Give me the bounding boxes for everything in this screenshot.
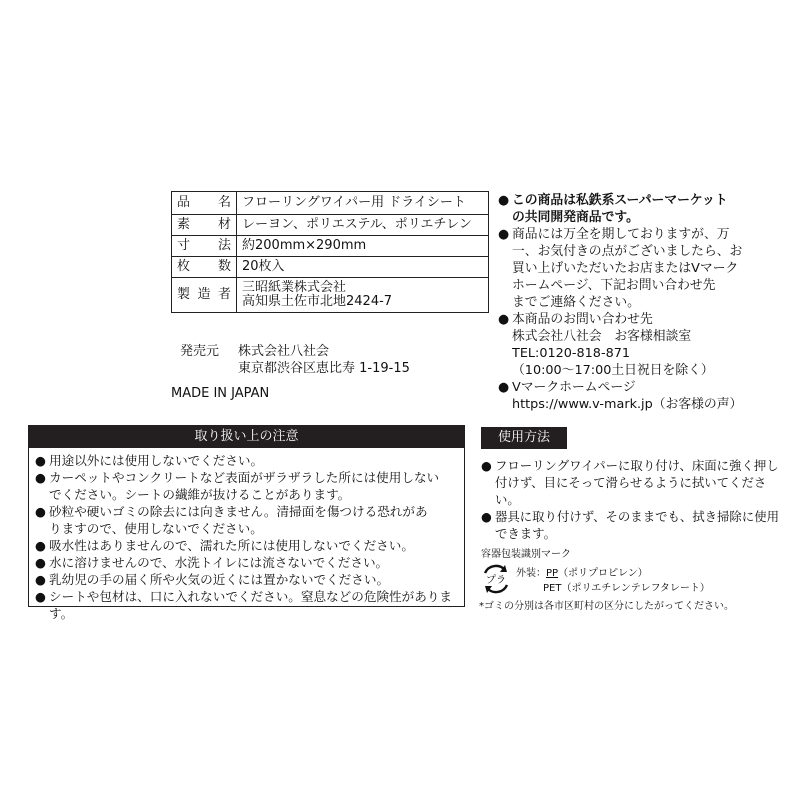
list-item: ● 吸水性はありませんので、濡れた所には使用しないでください。 xyxy=(35,538,414,553)
spec-label: 品名 xyxy=(172,192,237,215)
recycle-footnote: *ゴミの分別は各市区町村の区分にしたがってください。 xyxy=(479,601,734,612)
spec-value xyxy=(237,278,489,313)
caution-box xyxy=(28,425,465,621)
plastic-recycle-icon xyxy=(479,562,513,596)
seller-address: 東京都渋谷区恵比寿 1-19-15 xyxy=(238,361,410,376)
usage-title: 使用方法 xyxy=(481,427,567,449)
recycle-outer-line: 外装：PP（ポリプロピレン） xyxy=(516,568,648,579)
bullet-icon: ● xyxy=(498,227,510,242)
spec-label: 製造者 xyxy=(172,278,237,313)
list-item: ● 用途以外には使用しないでください。 xyxy=(35,453,264,468)
list-item: ● 乳幼児の手の届く所や火気の近くには置かないでください。 xyxy=(35,572,390,587)
bullet-icon: ● xyxy=(35,572,46,587)
spec-row xyxy=(172,257,489,278)
notes-block xyxy=(498,192,788,413)
usage-list xyxy=(481,457,781,542)
seller-block xyxy=(180,343,410,377)
spec-value: 約200mm×290mm xyxy=(237,236,489,257)
bullet-icon: ● xyxy=(35,538,46,553)
list-item: ● フローリングワイパーに取り付け、床面に強く押し 付けず、目にそって滑らせるように拭いてください。 xyxy=(481,458,779,507)
list-item: ● Vマークホームページ https://www.v-mark.jp（お客様の声） xyxy=(498,379,788,413)
made-in-label: MADE IN JAPAN xyxy=(171,386,270,401)
bullet-icon: ● xyxy=(35,589,46,604)
spec-row xyxy=(172,215,489,236)
spec-row xyxy=(172,236,489,257)
spec-row xyxy=(172,278,489,313)
caution-title: 取り扱い上の注意 xyxy=(29,426,464,448)
list-item: ● カーペットやコンクリートなど表面がザラザラした所には使用しない でください。シートの繊維が抜けることがあります。 xyxy=(35,470,440,502)
bullet-icon: ● xyxy=(498,193,510,208)
spec-label: 寸法 xyxy=(172,236,237,257)
list-item: ● シートや包材は、口に入れないでください。窒息などの危険性があります。 xyxy=(35,589,452,621)
bullet-icon: ● xyxy=(498,380,510,395)
bullet-icon: ● xyxy=(35,555,46,570)
spec-table xyxy=(171,191,489,313)
bullet-icon: ● xyxy=(498,312,510,327)
list-item: ● この商品は私鉄系スーパーマーケット の共同開発商品です。 xyxy=(498,193,728,225)
recycle-icon-text: プラ xyxy=(486,575,506,586)
spec-value: 20枚入 xyxy=(237,257,489,278)
bullet-icon: ● xyxy=(35,453,46,468)
list-item: ● 本商品のお問い合わせ先 株式会社八社会 お客様相談室 TEL:0120-818-871 （10:00～17:00土日祝日を除く） xyxy=(498,312,714,378)
bullet-icon: ● xyxy=(35,470,46,485)
list-item: ● 水に溶けませんので、水洗トイレには流さないでください。 xyxy=(35,555,389,570)
list-item: ● 商品には万全を期しておりますが、万 一、お気付きの点がございましたら、お 買い上げいただいたお店またはVマーク ホームページ、下記お問い合わせ先 までご連絡ください。 xyxy=(498,227,743,310)
list-item: ● 器具に取り付けず、そのままでも、拭き掃除に使用 できます。 xyxy=(481,509,779,541)
manufacturer-address: 高知県土佐市北地2424-7 xyxy=(242,294,393,309)
recycle-title: 容器包装識別マーク xyxy=(481,549,571,560)
caution-list xyxy=(35,452,461,622)
spec-label: 枚数 xyxy=(172,257,237,278)
seller-label: 発売元 xyxy=(180,344,220,359)
spec-row xyxy=(172,192,489,215)
spec-value: レーヨン、ポリエステル、ポリエチレン xyxy=(237,215,489,236)
website-url: https://www.v-mark.jp（お客様の声） xyxy=(512,397,743,412)
spec-value: フローリングワイパー用 ドライシート xyxy=(237,192,489,215)
list-item: ● 砂粒や硬いゴミの除去には向きません。清掃面を傷つける恐れがあ りますので、使用しないでください。 xyxy=(35,504,428,536)
seller-name: 株式会社八社会 xyxy=(238,344,330,359)
spec-label: 素材 xyxy=(172,215,237,236)
bullet-icon: ● xyxy=(35,504,46,519)
manufacturer-name: 三昭紙業株式会社 xyxy=(242,280,347,295)
bullet-icon: ● xyxy=(481,509,492,524)
recycle-pet-line: PET（ポリエチレンテレフタレート） xyxy=(543,583,710,594)
bullet-icon: ● xyxy=(481,458,492,473)
